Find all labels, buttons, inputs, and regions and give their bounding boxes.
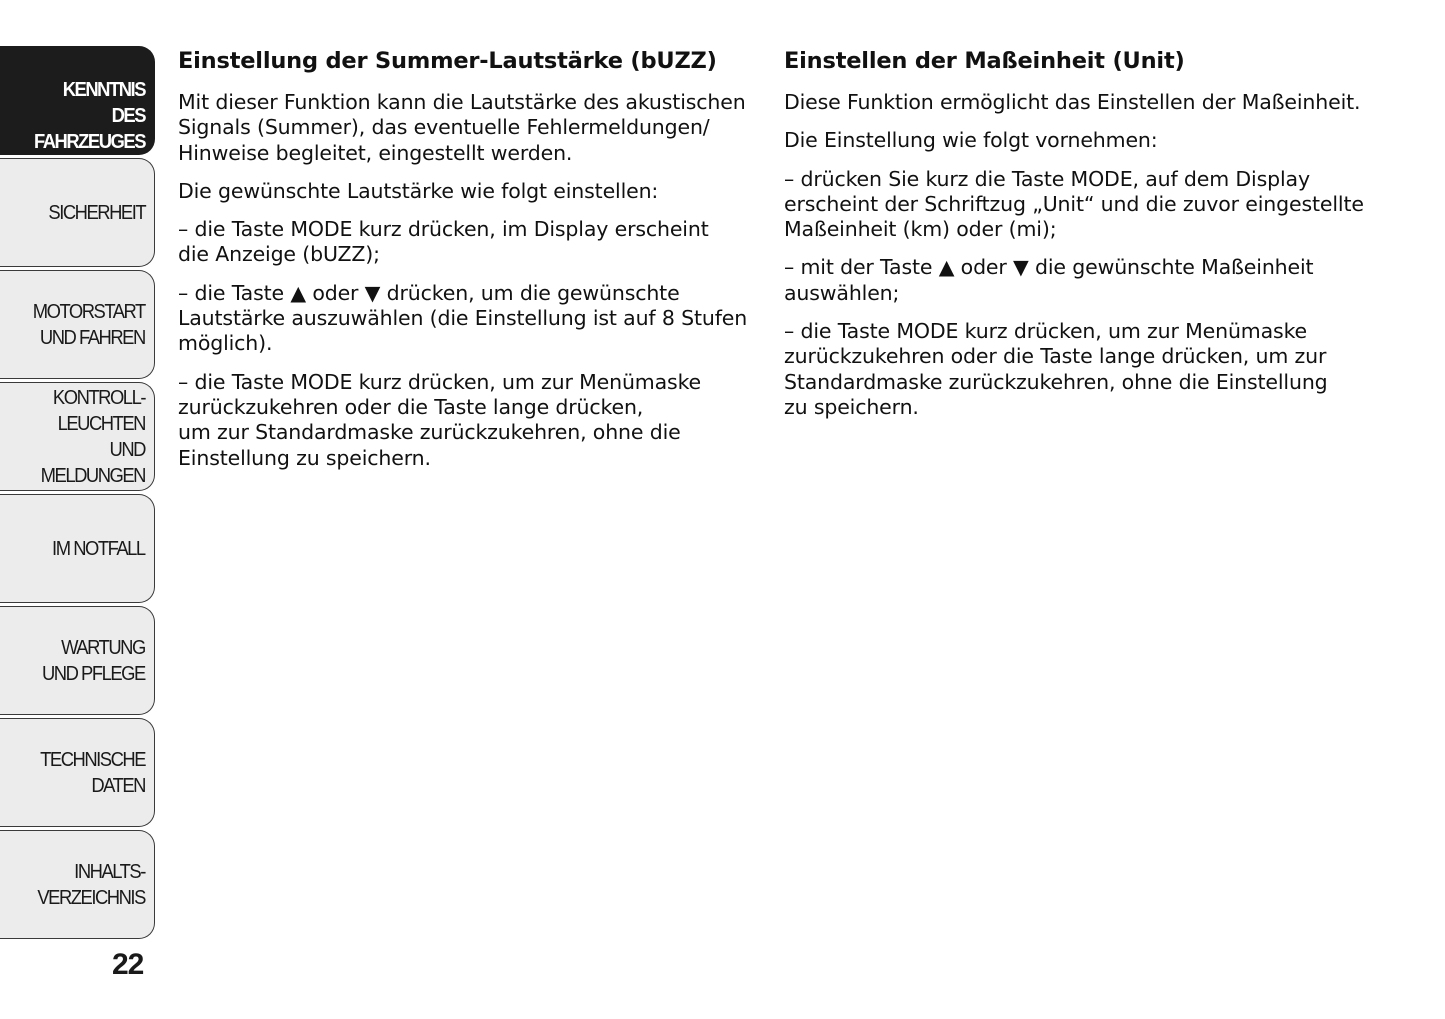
paragraph: – mit der Taste ▲ oder ▼ die gewünschte Maßeinheit auswählen; <box>784 255 1314 305</box>
tab-inhaltsverzeichnis[interactable] <box>0 830 155 939</box>
tab-im-notfall[interactable] <box>0 494 155 603</box>
paragraph: Mit dieser Funktion kann die Lautstärke des akustischen Signals (Summer), das eventuelle Fehlermeldungen/ Hinweise begleitet, eingestellt werden. <box>178 90 746 165</box>
section-summer-lautstaerke <box>178 46 753 484</box>
tab-motorstart-und-fahren[interactable] <box>0 270 155 379</box>
tab-label: KONTROLL- LEUCHTEN UND MELDUNGEN <box>40 386 145 487</box>
tab-wartung-und-pflege[interactable] <box>0 606 155 715</box>
paragraph: – die Taste MODE kurz drücken, im Display erscheint die Anzeige (bUZZ); <box>178 217 709 267</box>
paragraph: – die Taste MODE kurz drücken, um zur Menümaske zurückzukehren oder die Taste lange drücken, um zur Standardmaske zurückzukehren, ohne die Einstellung zu speichern. <box>784 319 1328 419</box>
tab-label: TECHNISCHE DATEN <box>40 748 145 797</box>
paragraph: – die Taste ▲ oder ▼ drücken, um die gewünschte Lautstärke auszuwählen (die Einstellung ist auf 8 Stufen möglich). <box>178 280 748 356</box>
paragraph: Die Einstellung wie folgt vornehmen: <box>784 128 1158 153</box>
tab-label: KENNTNIS DES FAHRZEUGES <box>33 79 145 153</box>
tab-kenntnis-des-fahrzeuges[interactable] <box>0 46 155 155</box>
paragraph: – drücken Sie kurz die Taste MODE, auf dem Display erscheint der Schriftzug „Unit“ und die zuvor eingestellte Maßeinheit (km) oder (mi); <box>784 166 1364 242</box>
paragraph: Die gewünschte Lautstärke wie folgt einstellen: <box>178 178 659 203</box>
section-heading: Einstellen der Maßeinheit (Unit) <box>784 48 1185 74</box>
tab-label: SICHERHEIT <box>48 201 145 224</box>
tab-label: MOTORSTART UND FAHREN <box>32 300 145 349</box>
tab-label: INHALTS- VERZEICHNIS <box>37 860 145 909</box>
page-number: 22 <box>112 948 144 981</box>
paragraph: – die Taste MODE kurz drücken, um zur Menümaske zurückzukehren oder die Taste lange drücken, um zur Standardmaske zurückzukehren, ohne die Einstellung zu speichern. <box>178 369 702 470</box>
tab-technische-daten[interactable] <box>0 718 155 827</box>
tab-kontrollleuchten[interactable] <box>0 382 155 491</box>
tab-label: IM NOTFALL <box>52 537 145 560</box>
tab-label: WARTUNG UND PFLEGE <box>42 636 145 685</box>
section-masseinheit <box>784 46 1384 433</box>
paragraph: Diese Funktion ermöglicht das Einstellen der Maßeinheit. <box>784 90 1361 114</box>
section-heading: Einstellung der Summer-Lautstärke (bUZZ) <box>178 48 717 74</box>
tab-sicherheit[interactable] <box>0 158 155 267</box>
